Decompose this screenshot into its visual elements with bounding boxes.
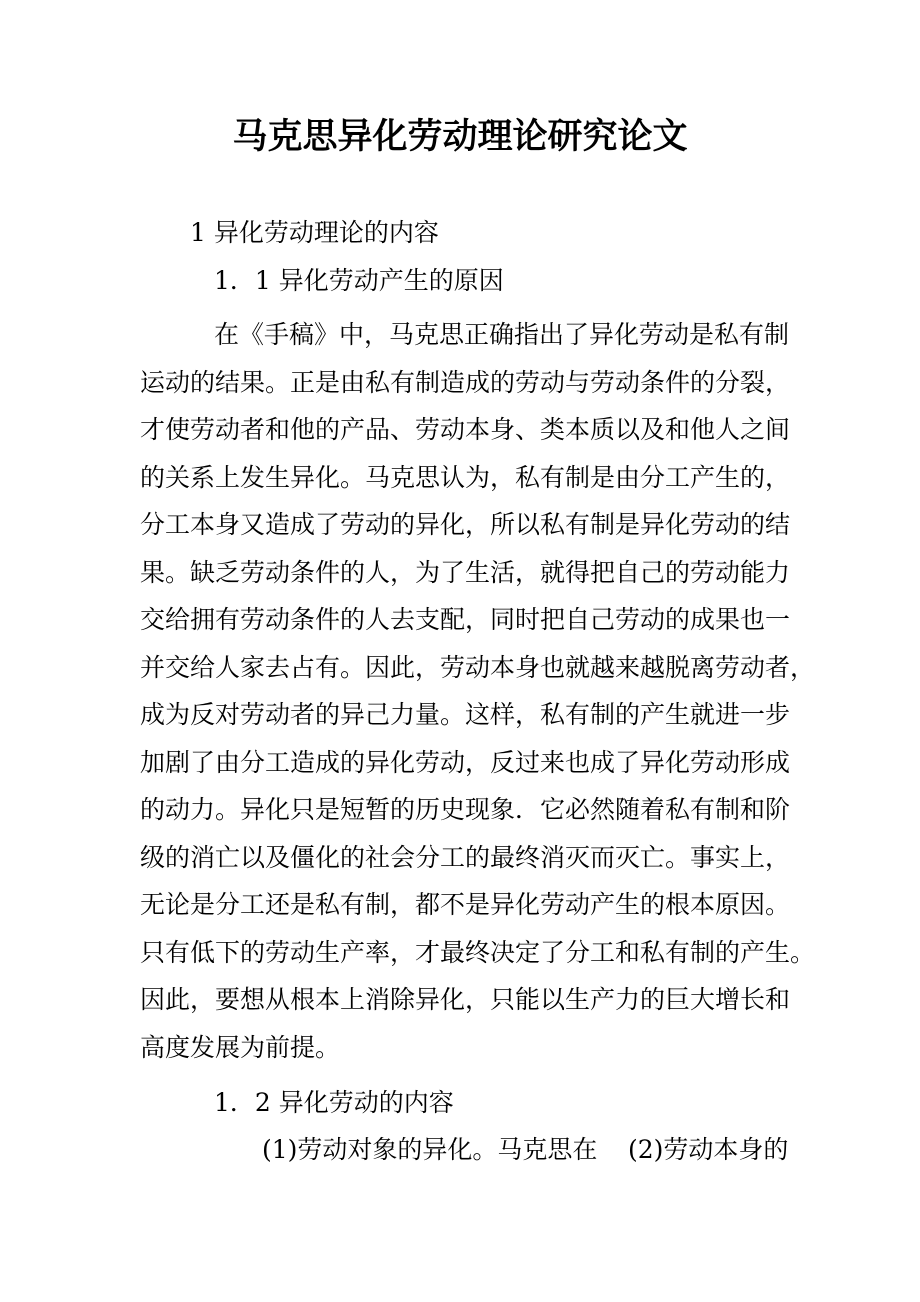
paragraph-line: 成为反对劳动者的异己力量。这样，私有制的产生就进一步 (140, 700, 791, 729)
paragraph-line: 只有低下的劳动生产率，才最终决定了分工和私有制的产生。 (140, 937, 816, 967)
paragraph-line: 运动的结果。正是由私有制造成的劳动与劳动条件的分裂， (140, 367, 791, 397)
paragraph-line: 在《手稿》中，马克思正确指出了异化劳动是私有制 (214, 320, 790, 349)
body-paragraph (140, 311, 816, 1071)
paragraph-line: 果。缺乏劳动条件的人，为了生活，就得把自己的劳动能力 (140, 557, 791, 587)
paragraph-line: 因此，要想从根本上消除异化，只能以生产力的巨大增长和 (140, 985, 791, 1014)
paragraph-line: 并交给人家去占有。因此，劳动本身也就越来越脱离劳动者， (140, 652, 816, 682)
paragraph-line: 加剧了由分工造成的异化劳动，反过来也成了异化劳动形成 (140, 747, 791, 777)
paragraph-line: 的关系上发生异化。马克思认为，私有制是由分工产生的， (140, 462, 791, 492)
paragraph-line: 的动力。异化只是短暂的历史现象．它必然随着私有制和阶 (140, 795, 791, 824)
subsection-heading-1-1: 1．1 异化劳动产生的原因 (214, 266, 504, 295)
subsection-heading-1-2: 1．2 异化劳动的内容 (214, 1088, 454, 1117)
column-left-text: (1)劳动对象的异化。马克思在 (262, 1135, 598, 1164)
section-heading-1: 1 异化劳动理论的内容 (190, 218, 439, 247)
paragraph-line: 无论是分工还是私有制，都不是异化劳动产生的根本原因。 (140, 890, 791, 919)
paragraph-line: 才使劳动者和他的产品、劳动本身、类本质以及和他人之间 (140, 415, 791, 444)
paragraph-line: 高度发展为前提。 (140, 1032, 341, 1062)
paragraph-line: 分工本身又造成了劳动的异化，所以私有制是异化劳动的结 (140, 510, 791, 539)
document-title: 马克思异化劳动理论研究论文 (232, 116, 688, 157)
paragraph-line: 交给拥有劳动条件的人去支配，同时把自己劳动的成果也一 (140, 605, 791, 634)
column-right-text: (2)劳动本身的 (628, 1135, 789, 1164)
paragraph-line: 级的消亡以及僵化的社会分工的最终消灭而灭亡。事实上， (140, 842, 791, 872)
